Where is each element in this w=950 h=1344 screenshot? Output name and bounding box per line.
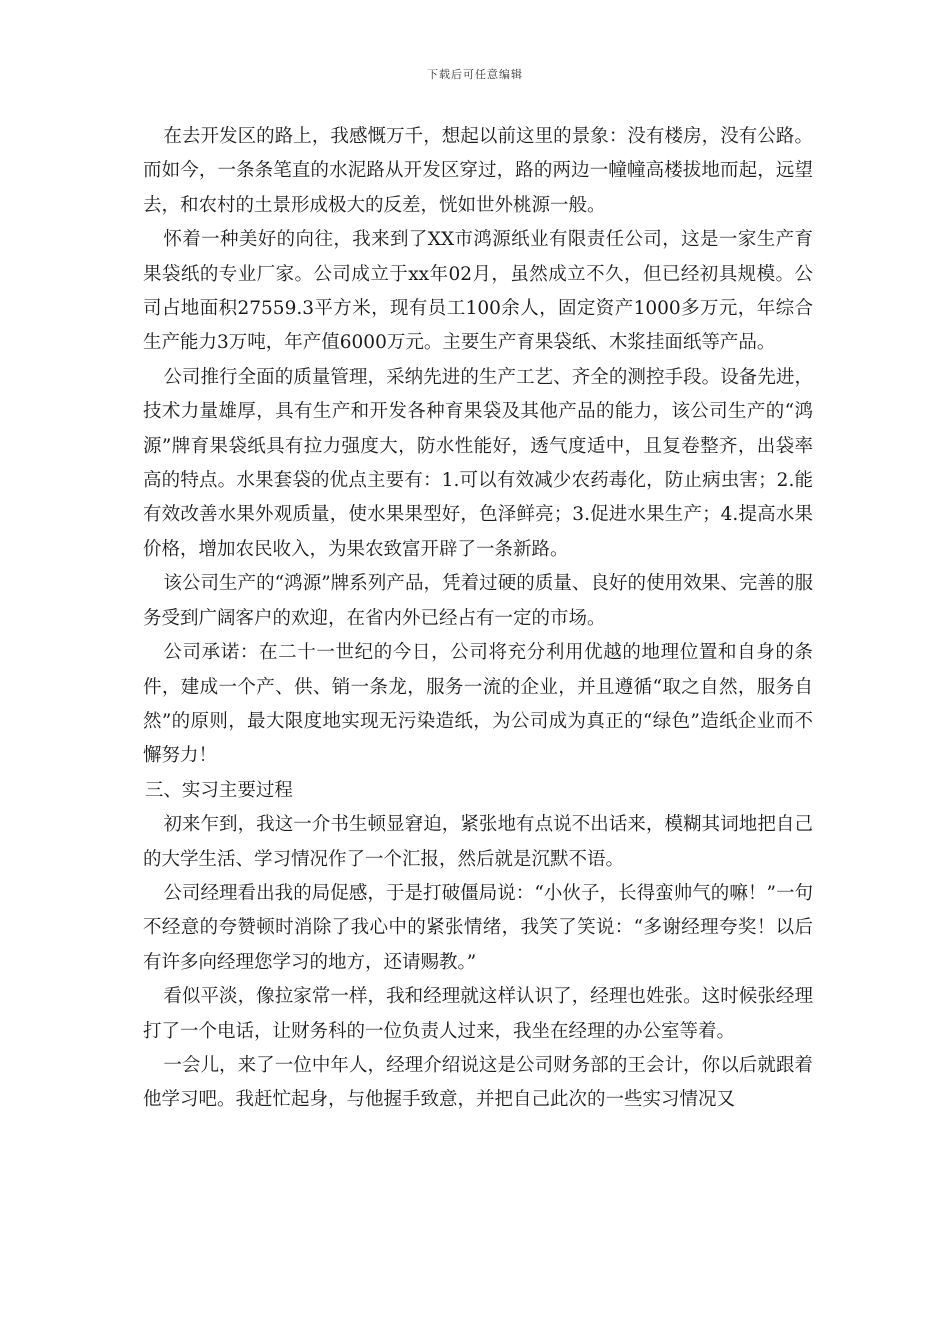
paragraph-5: 公司承诺：在二十一世纪的今日，公司将充分利用优越的地理位置和自身的条件，建成一个产、供、销一条龙，服务一流的企业，并且遵循“取之自然，服务自然”的原则，最大限度地实现无污染造纸，为公司成为真正的“绿色”造纸企业而不懈努力！ xyxy=(143,642,813,767)
section-heading: 三、实习主要过程 xyxy=(144,779,293,801)
paragraph-9: 一会儿，来了一位中年人，经理介绍说这是公司财务部的王会计，你以后就跟着他学习吧。我赶忙起身，与他握手致意，并把自己此次的一些实习情况又 xyxy=(143,1054,813,1111)
paragraph-1: 在去开发区的路上，我感慨万千，想起以前这里的景象：没有楼房，没有公路。而如今，一条条笔直的水泥路从开发区穿过，路的两边一幢幢高楼拔地而起，远望去，和农村的土景形成极大的反差，恍如世外桃源一般。 xyxy=(143,126,813,216)
paragraph-6: 初来乍到，我这一介书生顿显窘迫，紧张地有点说不出话来，模糊其词地把自己的大学生活、学习情况作了一个汇报，然后就是沉默不语。 xyxy=(143,814,813,870)
page-header-note: 下载后可任意编辑 xyxy=(427,68,523,81)
paragraph-2: 怀着一种美好的向往，我来到了XX市鸿源纸业有限责任公司，这是一家生产育果袋纸的专业厂家。公司成立于xx年02月，虽然成立不久，但已经初具规模。公司占地面积27559.3平方米，现有员工100余人，固定资产1000多万元，年综合生产能力3万吨，年产值6000万元。主要生产育果袋纸、木浆挂面纸等产品。 xyxy=(143,229,813,354)
paragraph-3: 公司推行全面的质量管理，采纳先进的生产工艺、齐全的测控手段。设备先进，技术力量雄厚，具有生产和开发各种育果袋及其他产品的能力，该公司生产的“鸿源”牌育果袋纸具有拉力强度大，防水性能好，透气度适中，且复卷整齐，出袋率高的特点。水果套袋的优点主要有：1.可以有效减少农药毒化，防止病虫害；2.能有效改善水果外观质量，使水果果型好，色泽鲜亮；3.促进水果生产；4.提高水果价格，增加农民收入，为果农致富开辟了一条新路。 xyxy=(143,366,813,560)
paragraph-8: 看似平淡，像拉家常一样，我和经理就这样认识了，经理也姓张。这时候张经理打了一个电话，让财务科的一位负责人过来，我坐在经理的办公室等着。 xyxy=(143,986,813,1042)
document-body xyxy=(143,120,813,1118)
paragraph-7: 公司经理看出我的局促感，于是打破僵局说：“小伙子，长得蛮帅气的嘛！”一句不经意的夸赞顿时消除了我心中的紧张情绪，我笑了笑说：“多谢经理夸奖！以后有许多向经理您学习的地方，还请赐教。” xyxy=(143,882,813,973)
paragraph-4: 该公司生产的“鸿源”牌系列产品，凭着过硬的质量、良好的使用效果、完善的服务受到广阔客户的欢迎，在省内外已经占有一定的市场。 xyxy=(143,573,813,629)
